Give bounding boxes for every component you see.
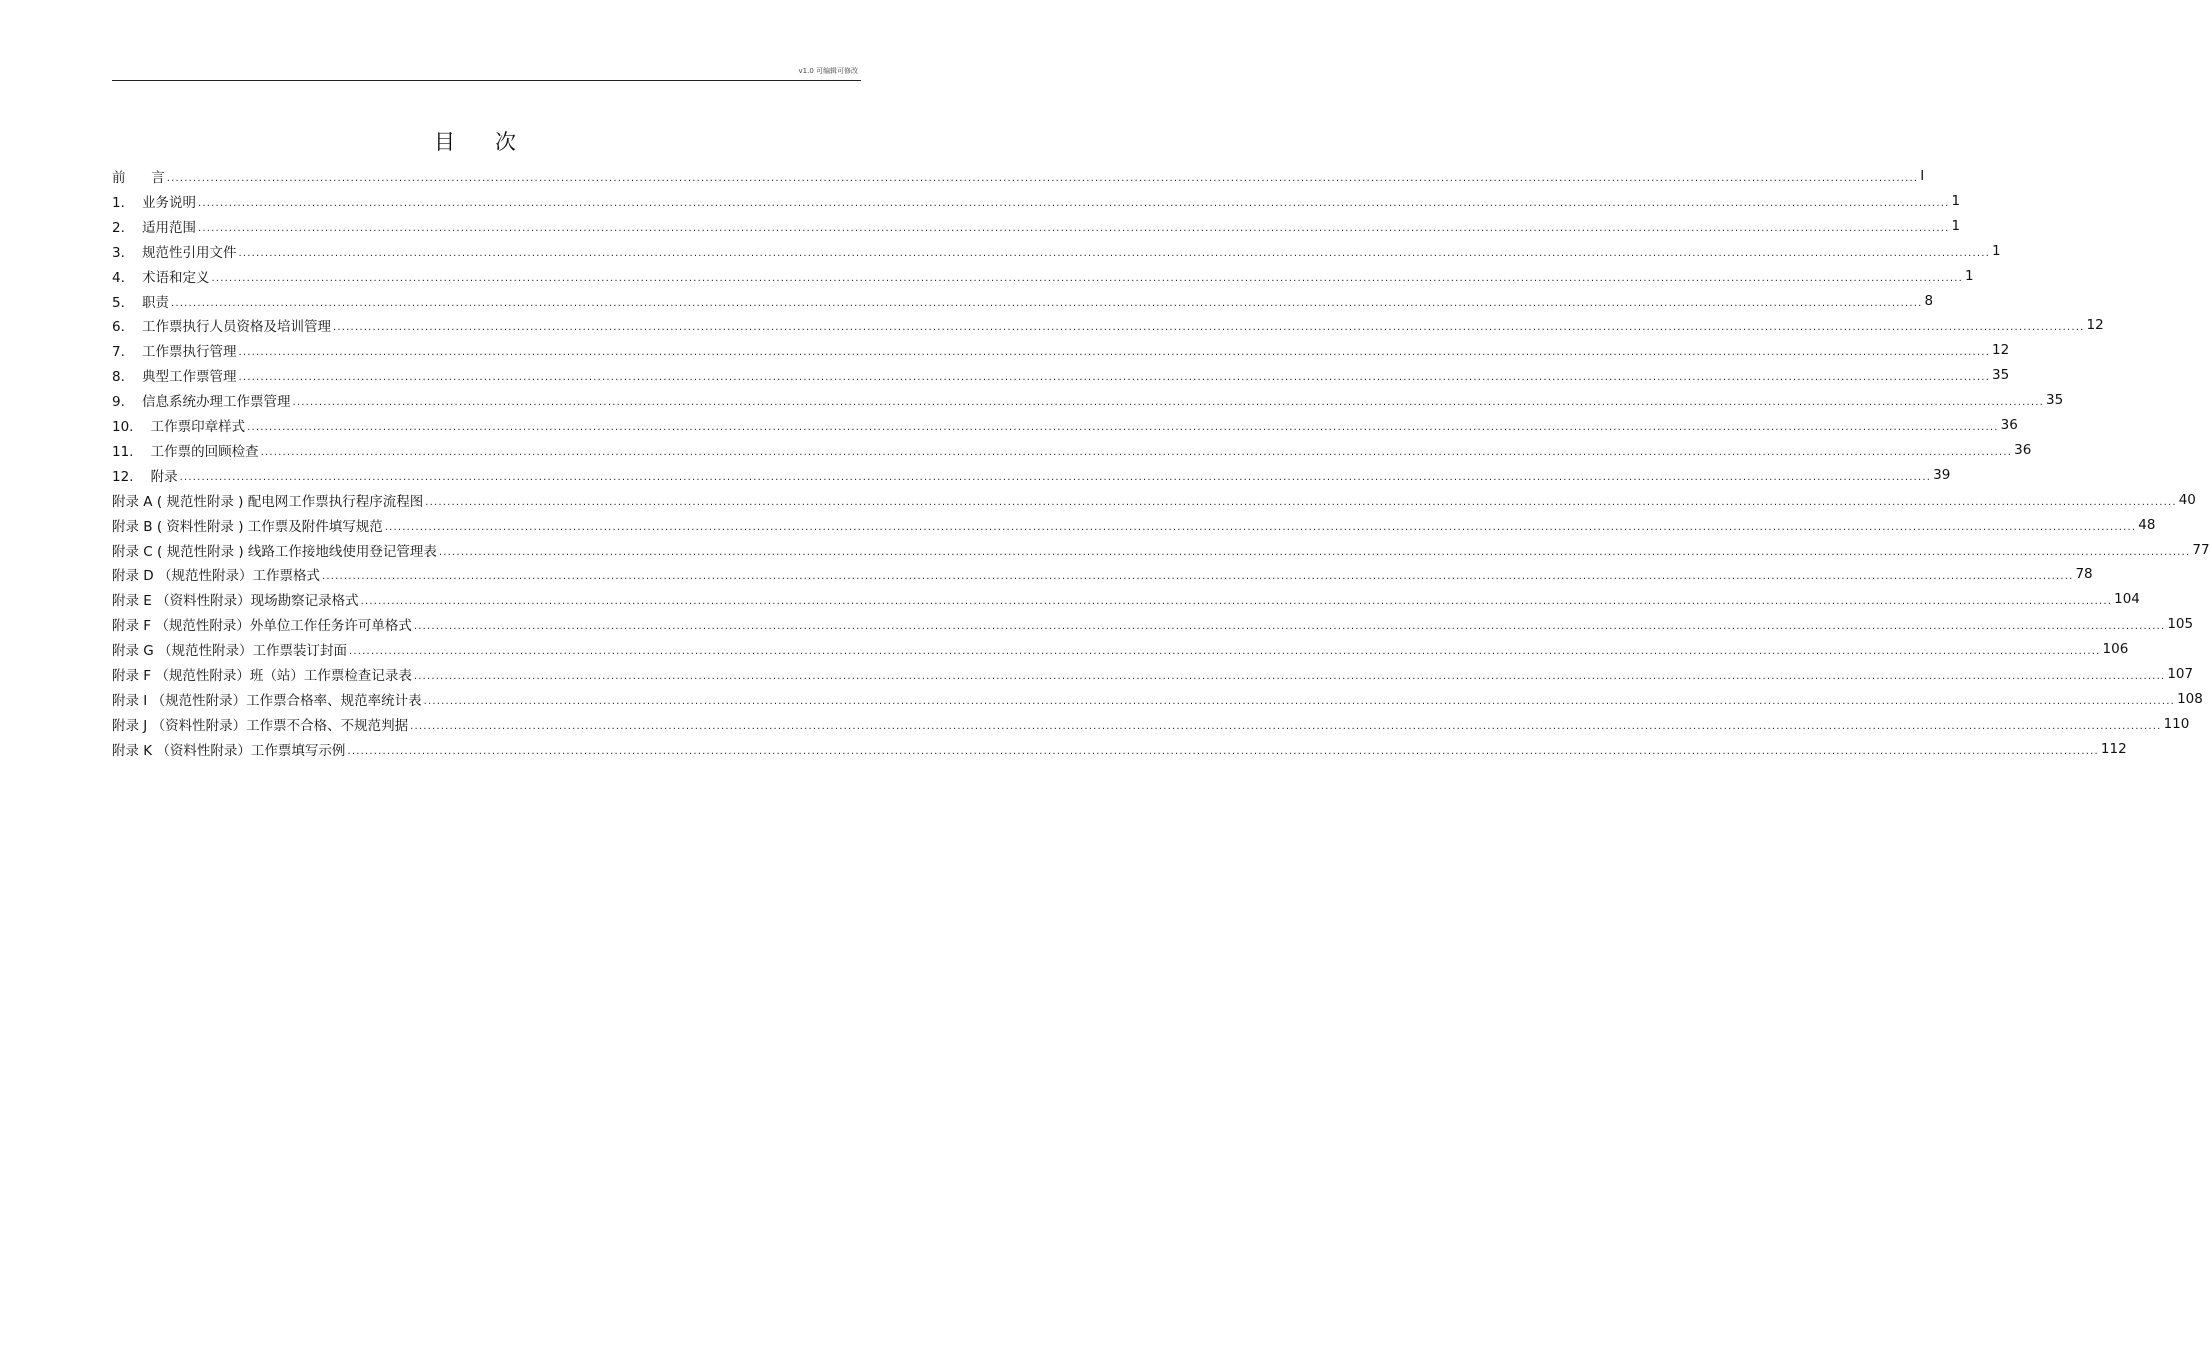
toc-entry-label: 10. 工作票印章样式: [112, 419, 246, 435]
toc-entry-label: 附录 C ( 规范性附录 ) 线路工作接地线使用登记管理表: [112, 543, 437, 560]
toc-entry-label: 附录 B ( 资料性附录 ) 工作票及附件填写规范: [112, 518, 383, 535]
toc-leader-dots: ................................................................................................................................................................................................................................................................................................................................................................................................................: [413, 671, 2166, 682]
toc-entry-page: 106: [2102, 641, 2129, 658]
toc-leader-dots: ................................................................................................................................................................................................................................................................................................................................................................................................................: [238, 347, 1991, 359]
toc-entry-page: 78: [2075, 566, 2093, 583]
header-rule: [112, 80, 861, 81]
toc-leader-dots: ................................................................................................................................................................................................................................................................................................................................................................................................................: [211, 272, 1964, 284]
toc-entry-label: 前 言: [112, 170, 165, 186]
toc-entry-page: 1: [1951, 217, 1961, 234]
toc-entry-label: 4. 术语和定义: [112, 269, 210, 286]
toc-entry[interactable]: [112, 364, 2010, 386]
toc-entry-label: 1. 业务说明: [112, 194, 197, 211]
toc-entry-label: 附录 J （资料性附录）工作票不合格、不规范判据: [112, 717, 409, 734]
toc-entry-page: 39: [1933, 466, 1951, 483]
toc-entry[interactable]: [112, 663, 2194, 685]
toc-entry-label: 7. 工作票执行管理: [112, 344, 237, 361]
toc-entry[interactable]: [112, 688, 2203, 710]
toc-entry-page: 1: [1951, 192, 1961, 209]
toc-entry-page: 8: [1924, 292, 1934, 309]
toc-entry-page: 35: [2046, 392, 2064, 409]
toc-leader-dots: ................................................................................................................................................................................................................................................................................................................................................................................................................: [410, 720, 2162, 732]
toc-entry-page: 1: [1965, 267, 1974, 284]
toc-entry-label: 3. 规范性引用文件: [112, 244, 237, 261]
toc-leader-dots: ................................................................................................................................................................................................................................................................................................................................................................................................................: [238, 247, 1991, 259]
toc-entry-label: 附录 F （规范性附录）外单位工作任务许可单格式: [112, 618, 412, 635]
toc-leader-dots: ................................................................................................................................................................................................................................................................................................................................................................................................................: [349, 646, 2101, 658]
toc-leader-dots: ................................................................................................................................................................................................................................................................................................................................................................................................................: [292, 397, 2045, 409]
toc-entry-page: I: [1920, 168, 1925, 184]
toc-leader-dots: ................................................................................................................................................................................................................................................................................................................................................................................................................: [360, 596, 2113, 608]
page-title: 目次: [434, 130, 556, 154]
toc-entry[interactable]: [112, 240, 2001, 262]
toc-leader-dots: ................................................................................................................................................................................................................................................................................................................................................................................................................: [238, 372, 1991, 384]
toc-entry-label: 附录 D （规范性附录）工作票格式: [112, 568, 320, 585]
toc-entry-label: 2. 适用范围: [112, 219, 197, 236]
toc-entry-label: 6. 工作票执行人员资格及培训管理: [112, 319, 332, 336]
toc-leader-dots: ................................................................................................................................................................................................................................................................................................................................................................................................................: [423, 695, 2176, 707]
toc-entry-label: 附录 I （规范性附录）工作票合格率、规范率统计表: [112, 692, 422, 709]
toc-entry[interactable]: [112, 215, 1961, 237]
toc-entry-page: 48: [2138, 516, 2156, 533]
toc-entry-label: 11. 工作票的回顾检查: [112, 443, 259, 460]
toc-leader-dots: ................................................................................................................................................................................................................................................................................................................................................................................................................: [247, 422, 1999, 433]
toc-entry-label: 附录 K （资料性附录）工作票填写示例: [112, 742, 346, 759]
toc-entry-label: 12. 附录: [112, 468, 178, 485]
toc-entry-page: 104: [2114, 591, 2140, 608]
toc-entry-label: 附录 F （规范性附录）班（站）工作票检查记录表: [112, 668, 412, 684]
toc-entry-page: 107: [2167, 666, 2194, 682]
toc-leader-dots: ................................................................................................................................................................................................................................................................................................................................................................................................................: [198, 197, 1950, 209]
toc-entry-page: 35: [1992, 367, 2010, 384]
toc-entry[interactable]: [112, 738, 2127, 760]
toc-leader-dots: ................................................................................................................................................................................................................................................................................................................................................................................................................: [198, 222, 1950, 234]
toc-entry-page: 105: [2167, 616, 2194, 633]
toc-entry-label: 9. 信息系统办理工作票管理: [112, 394, 291, 411]
toc-entry-page: 77: [2192, 541, 2210, 558]
toc-entry-label: 附录 E （资料性附录）现场勘察记录格式: [112, 593, 359, 610]
toc-entry[interactable]: [112, 563, 2093, 585]
toc-entry-label: 附录 A ( 规范性附录 ) 配电网工作票执行程序流程图: [112, 493, 424, 510]
toc-entry-page: 12: [2086, 317, 2104, 334]
toc-entry[interactable]: [112, 713, 2190, 735]
toc-entry[interactable]: [112, 439, 2032, 461]
toc-entry[interactable]: [112, 613, 2194, 635]
toc-entry-page: 12: [1992, 342, 2010, 359]
toc-entry[interactable]: [112, 638, 2129, 660]
toc-entry[interactable]: [112, 314, 2104, 336]
toc-entry-label: 附录 G （规范性附录）工作票装订封面: [112, 643, 348, 660]
toc-entry[interactable]: [112, 190, 1961, 212]
toc-leader-dots: ................................................................................................................................................................................................................................................................................................................................................................................................................: [333, 322, 2085, 334]
toc-entry-page: 108: [2177, 690, 2203, 707]
toc-leader-dots: ................................................................................................................................................................................................................................................................................................................................................................................................................: [166, 173, 1919, 184]
toc-entry-label: 5. 职责: [112, 294, 170, 311]
toc-leader-dots: ................................................................................................................................................................................................................................................................................................................................................................................................................: [384, 521, 2137, 533]
toc-leader-dots: ................................................................................................................................................................................................................................................................................................................................................................................................................: [171, 297, 1923, 309]
toc-entry-page: 110: [2163, 715, 2190, 732]
toc-entry[interactable]: [112, 339, 2010, 361]
toc-entry[interactable]: [112, 290, 1934, 312]
toc-entry-page: 112: [2100, 740, 2127, 757]
header-version-note: v1.0 可编辑可修改: [798, 67, 858, 75]
toc-entry-page: 36: [2014, 441, 2032, 458]
toc-leader-dots: ................................................................................................................................................................................................................................................................................................................................................................................................................: [347, 745, 2099, 757]
toc-entry[interactable]: [112, 539, 2210, 561]
toc-entry[interactable]: [112, 588, 2140, 610]
toc-leader-dots: ................................................................................................................................................................................................................................................................................................................................................................................................................: [438, 546, 2191, 558]
toc-entry[interactable]: [112, 489, 2196, 511]
toc-entry[interactable]: [112, 165, 1925, 187]
toc-entry[interactable]: [112, 265, 1974, 287]
toc-entry[interactable]: [112, 389, 2064, 411]
toc-leader-dots: ................................................................................................................................................................................................................................................................................................................................................................................................................: [260, 446, 2013, 458]
toc-leader-dots: ................................................................................................................................................................................................................................................................................................................................................................................................................: [321, 571, 2074, 583]
toc-leader-dots: ................................................................................................................................................................................................................................................................................................................................................................................................................: [425, 496, 2177, 508]
toc-leader-dots: ................................................................................................................................................................................................................................................................................................................................................................................................................: [413, 621, 2166, 633]
toc-entry-page: 36: [2000, 417, 2018, 433]
toc-entry[interactable]: [112, 464, 1951, 486]
toc-entry[interactable]: [112, 414, 2018, 436]
toc-entry[interactable]: [112, 514, 2156, 536]
toc-entry-page: 40: [2178, 491, 2196, 508]
toc-entry-page: 1: [1992, 242, 2001, 259]
toc-leader-dots: ................................................................................................................................................................................................................................................................................................................................................................................................................: [179, 471, 1932, 483]
toc-entry-label: 8. 典型工作票管理: [112, 369, 237, 386]
